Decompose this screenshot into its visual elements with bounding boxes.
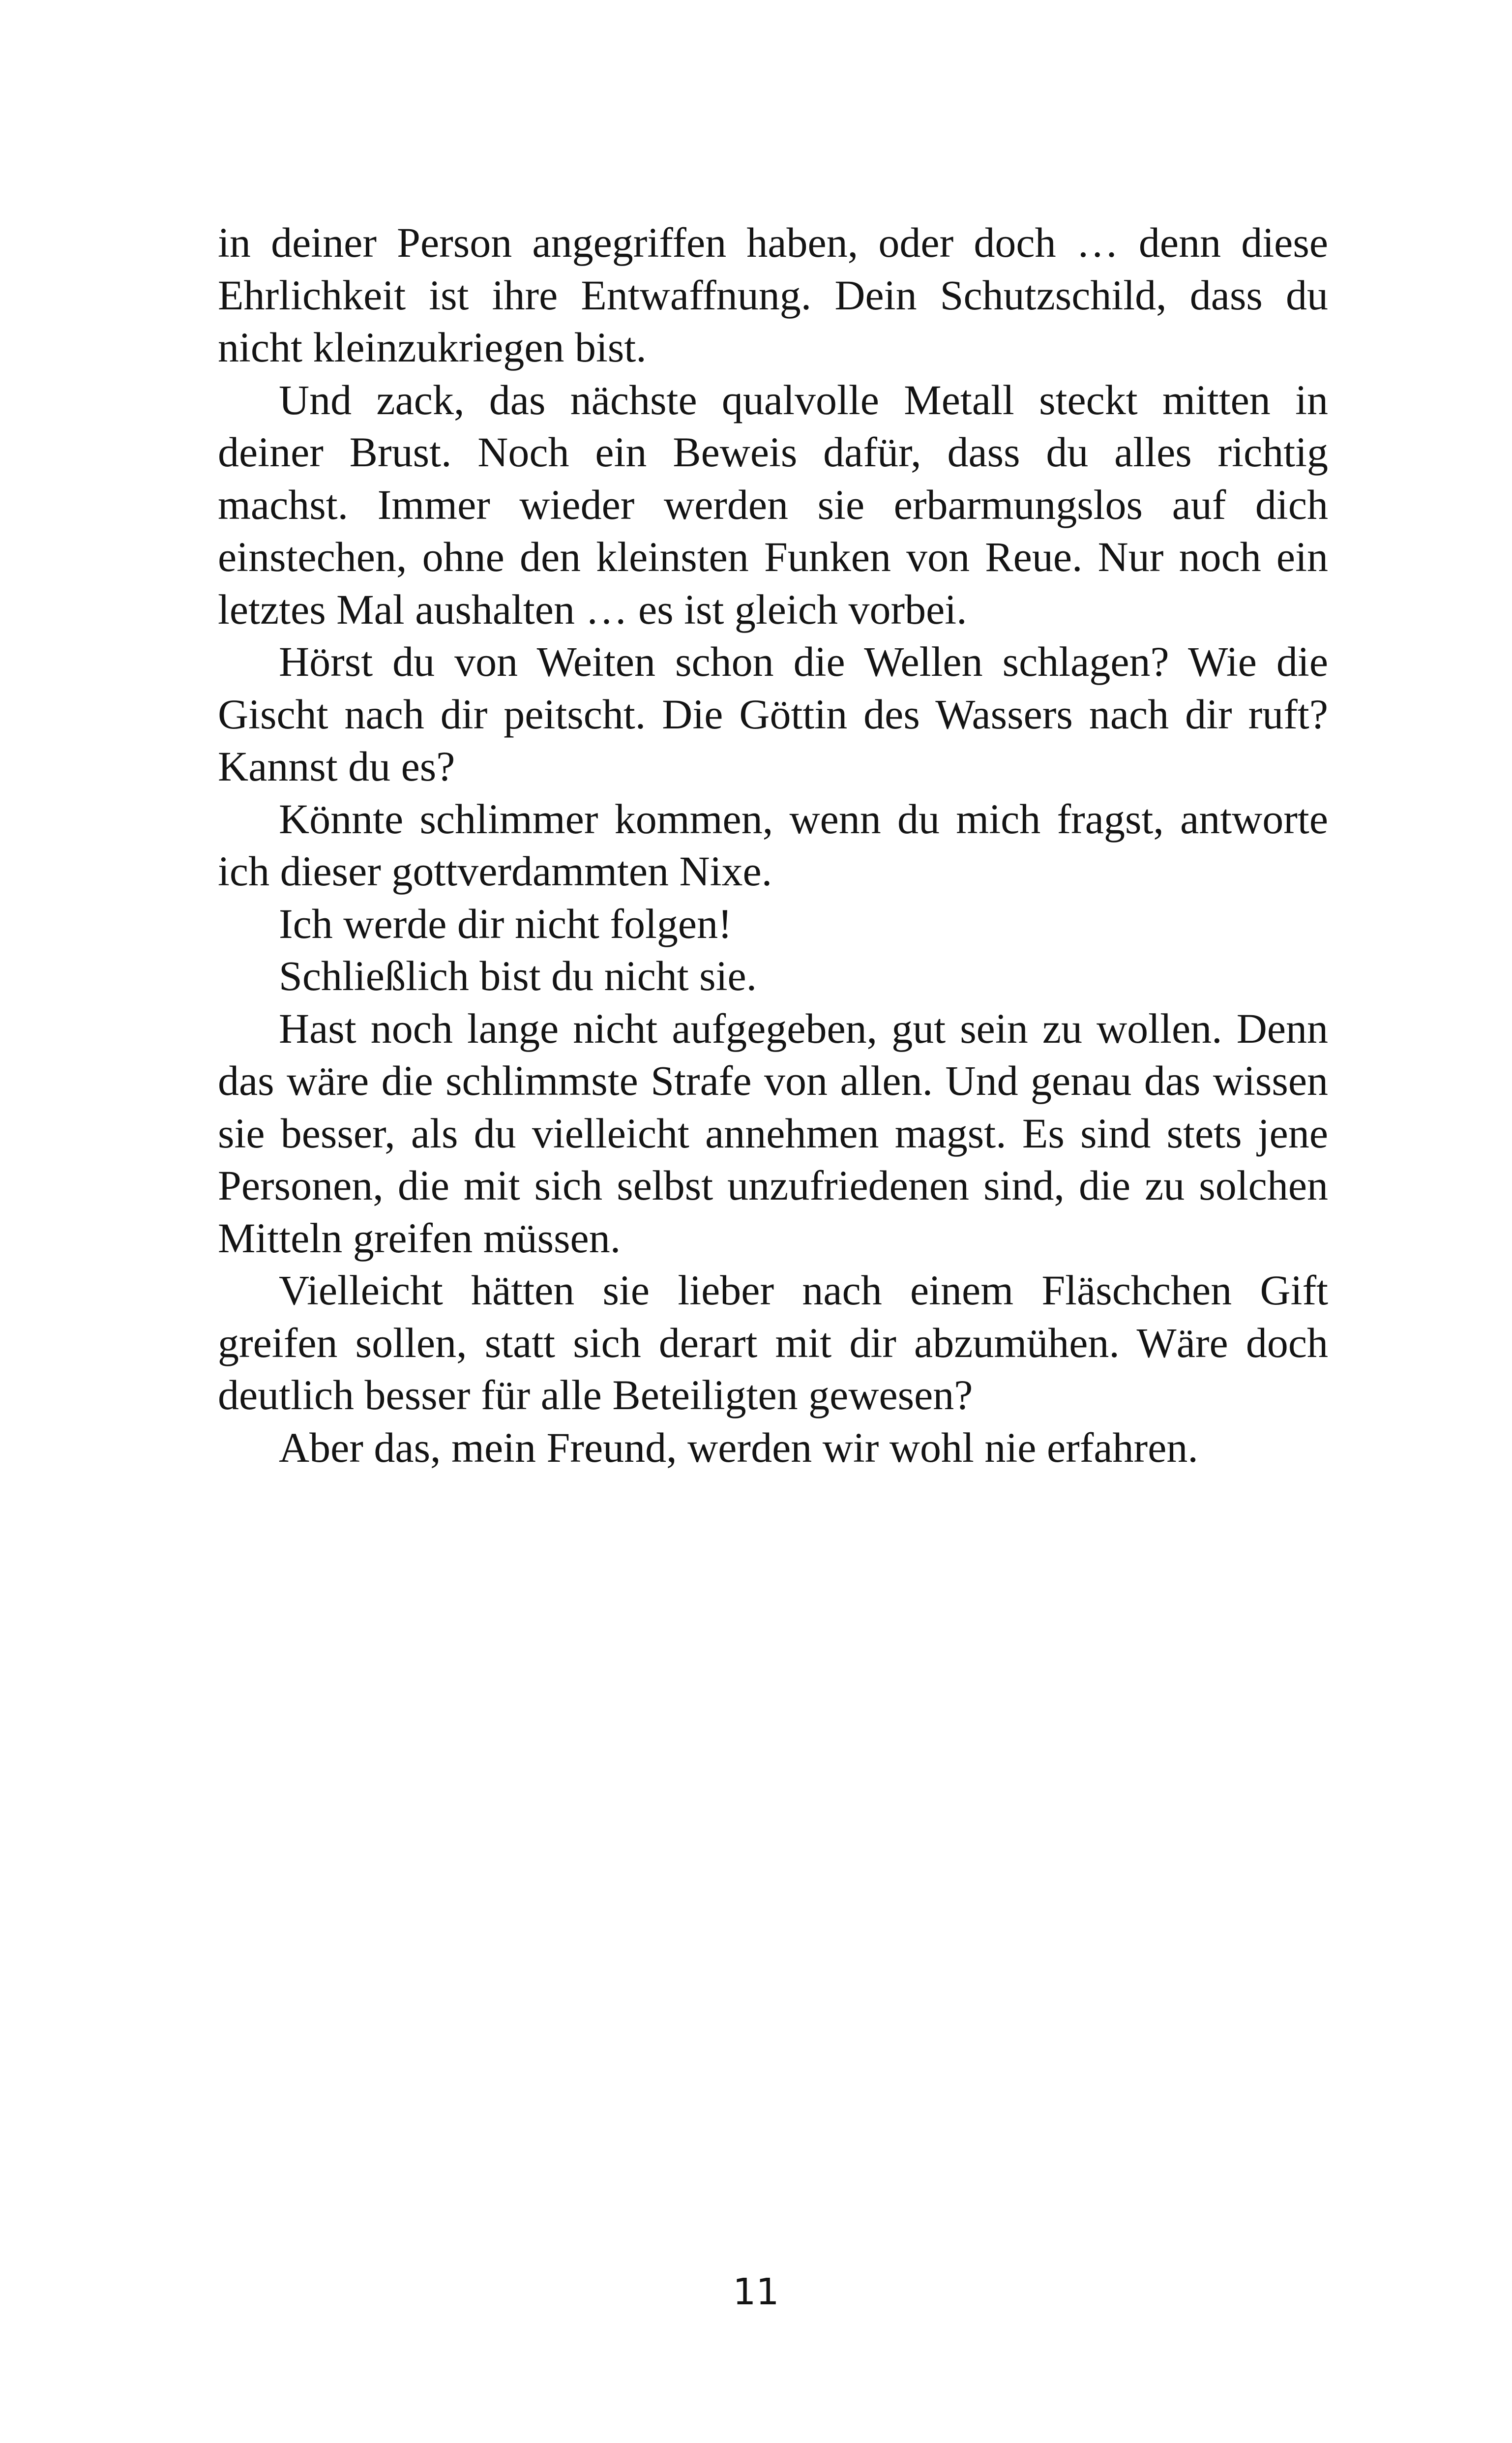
paragraph-3: Hörst du von Weiten schon die Wellen schlagen? Wie die Gischt nach dir peitscht. Die Göttin des Wassers nach dir ruft? Kannst du es? [218, 638, 1328, 790]
paragraph-9: Aber das, mein Freund, werden wir wohl nie erfahren. [279, 1423, 1198, 1471]
paragraph-7: Hast noch lange nicht aufgegeben, gut sein zu wollen. Denn das wäre die schlimmste Strafe von allen. Und genau das wissen sie besser, als du vielleicht annehmen magst. Es sind stets jene Personen, die mit sich selbst unzufriedenen sind, die zu solchen Mitteln greifen müssen. [218, 1004, 1328, 1262]
paragraph-8: Vielleicht hätten sie lieber nach einem Fläschchen Gift greifen sollen, statt sich derart mit dir abzumühen. Wäre doch deutlich besser für alle Beteiligten gewesen? [218, 1267, 1328, 1418]
paragraph-5: Ich werde dir nicht folgen! [279, 900, 732, 947]
paragraph-1: in deiner Person angegriffen haben, oder doch … denn diese Ehrlichkeit ist ihre Entwaffnung. Dein Schutzschild, dass du nicht kleinzukriegen bist. [218, 219, 1328, 371]
paragraph-6: Schließlich bist du nicht sie. [279, 952, 757, 999]
paragraph-4: Könnte schlimmer kommen, wenn du mich fragst, antworte ich dieser gottverdammten Nixe. [218, 795, 1328, 895]
paragraph-2: Und zack, das nächste qualvolle Metall steckt mitten in deiner Brust. Noch ein Beweis dafür, dass du alles richtig machst. Immer wieder werden sie erbarmungslos auf dich einstechen, ohne den kleinsten Funken von Reue. Nur noch ein letztes Mal aushalten … es ist gleich vorbei. [218, 376, 1328, 633]
page-number: 11 [733, 2271, 779, 2313]
body-text [218, 216, 1328, 1474]
